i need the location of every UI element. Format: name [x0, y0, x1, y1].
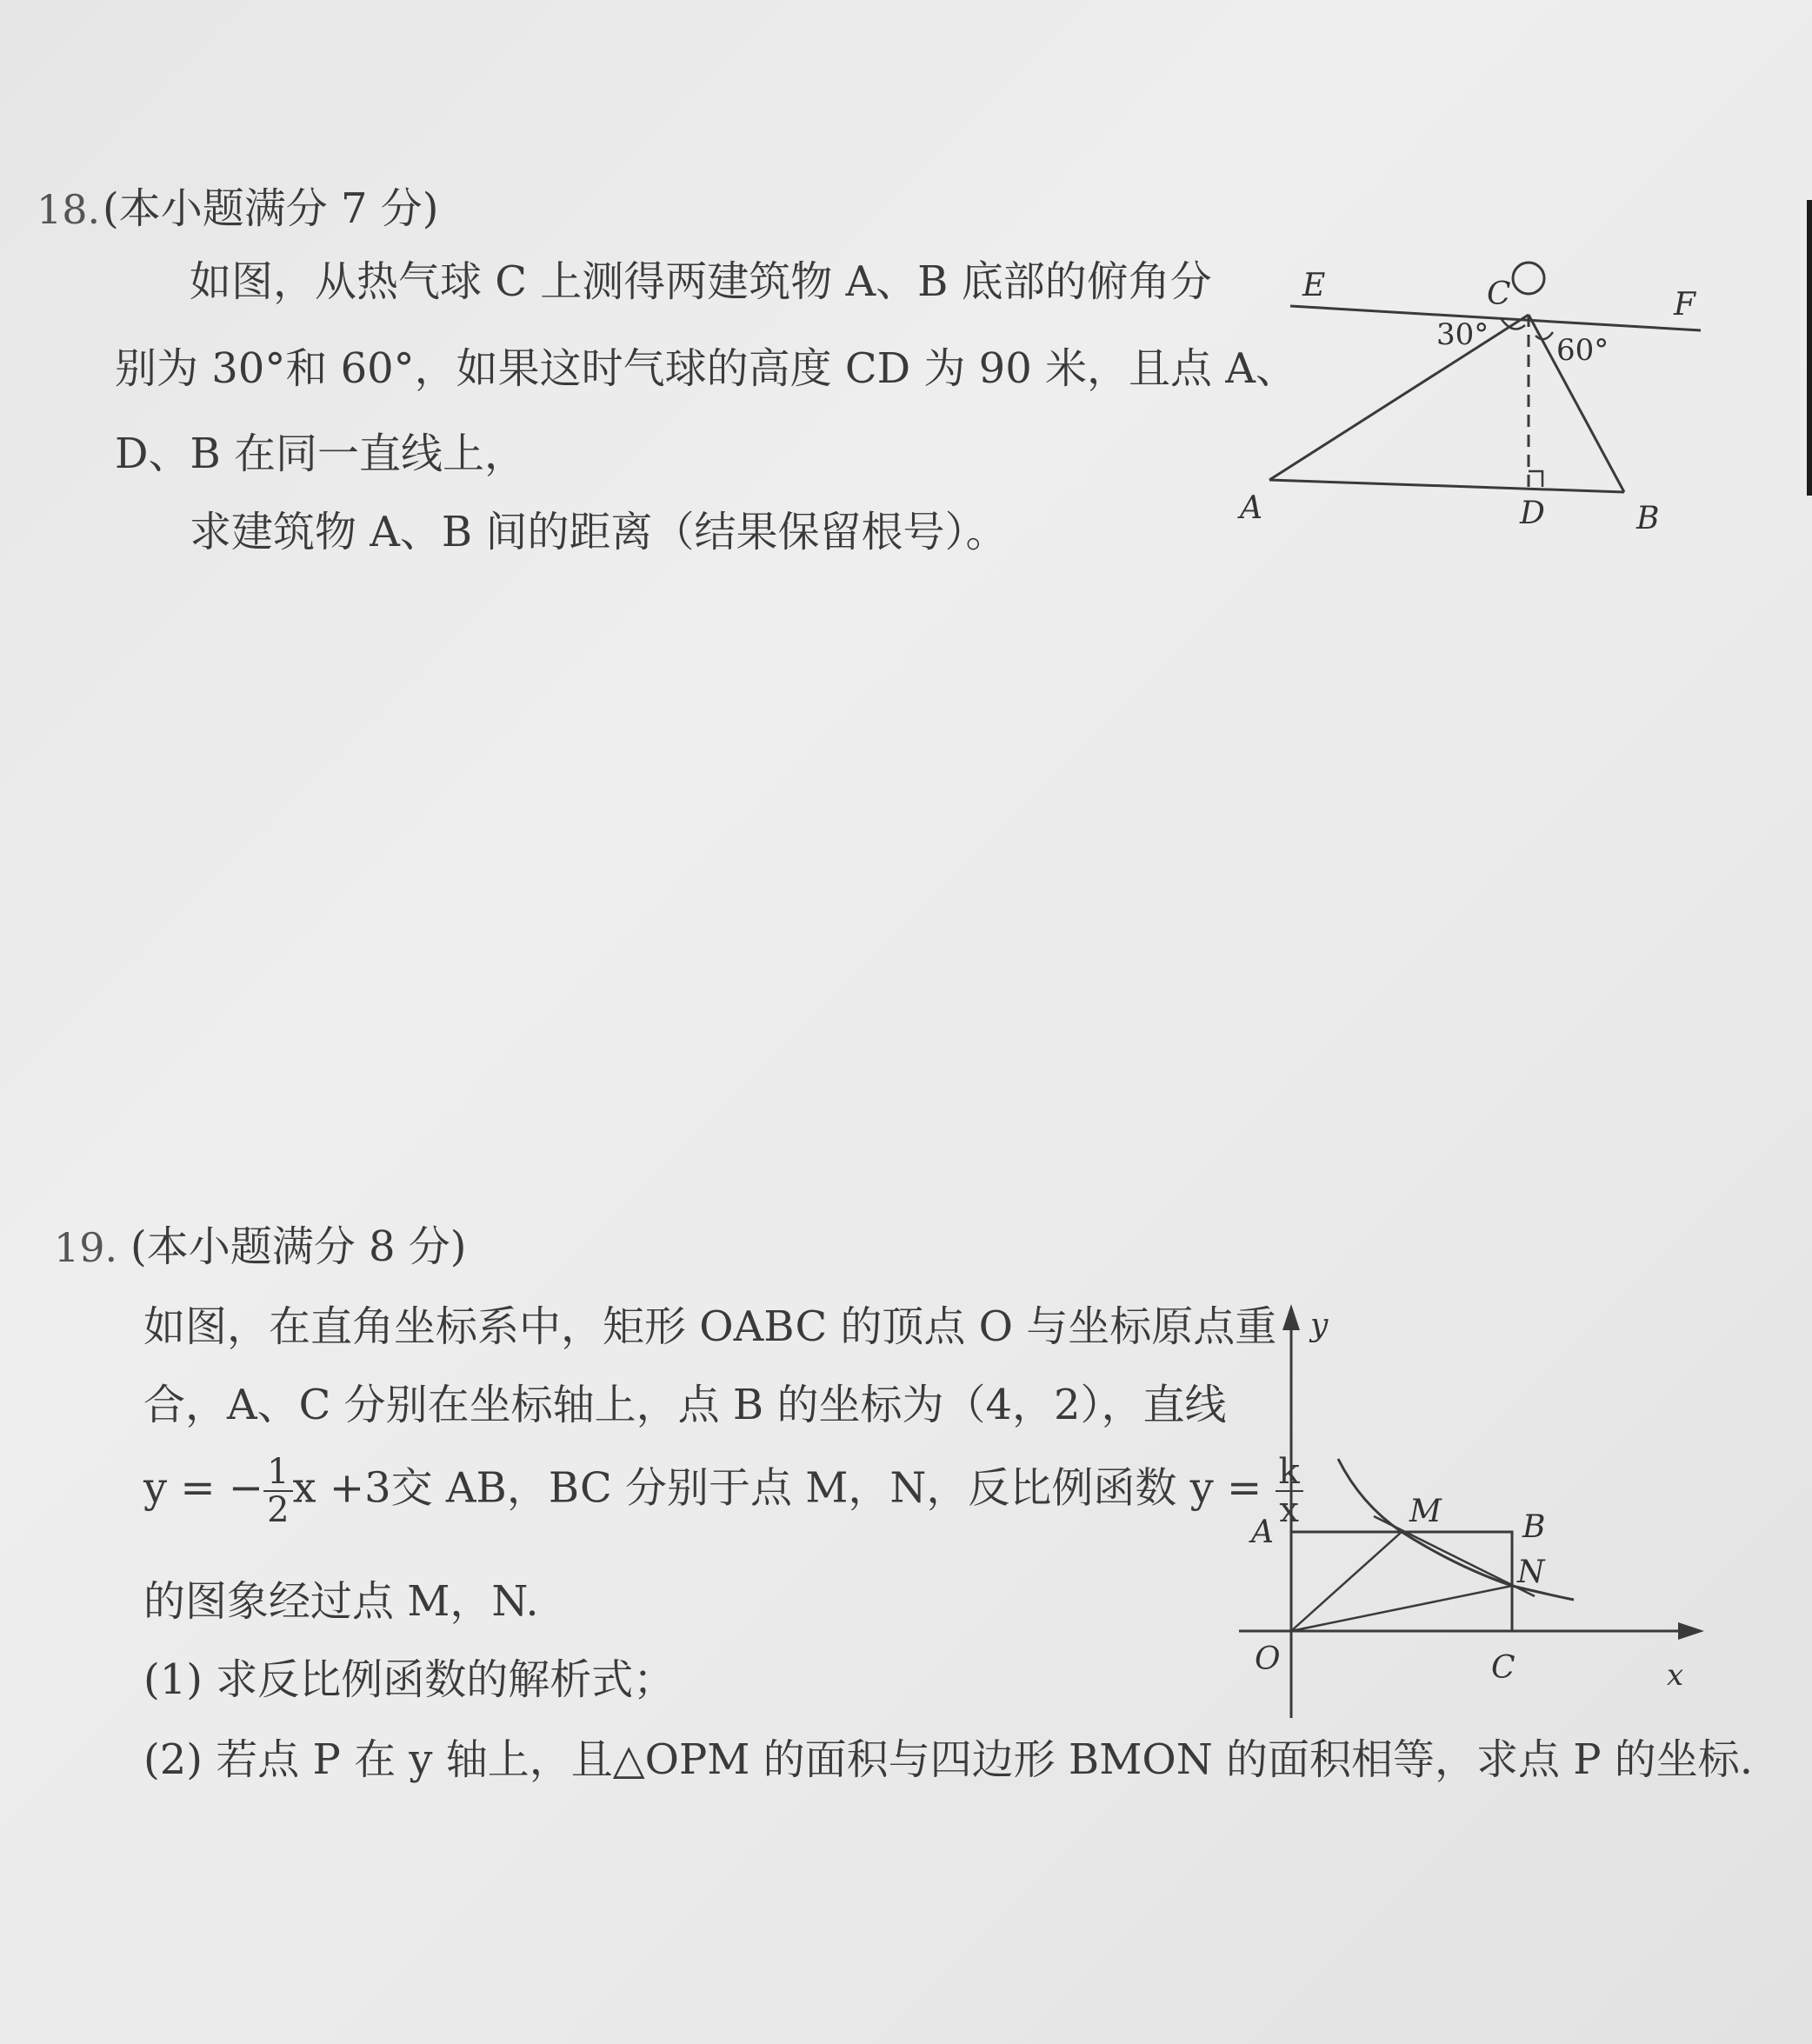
label-y: y	[1310, 1308, 1329, 1343]
label-E: E	[1302, 268, 1326, 303]
q18-text-line3: D、B 在同一直线上，	[115, 429, 527, 478]
label-D: D	[1520, 496, 1545, 531]
label-x: x	[1667, 1658, 1684, 1693]
label-B: B	[1522, 1509, 1546, 1545]
line-equation-suffix: x +3交 AB，BC 分别于点 M，N，反比例函数 y =	[292, 1463, 1262, 1513]
q18-text-line2: 别为 30°和 60°，如果这时气球的高度 CD 为 90 米，且点 A、	[115, 344, 1297, 393]
angle-label-60: 60°	[1556, 333, 1609, 368]
q19-header: (本小题满分 8 分)	[130, 1222, 467, 1271]
line-MN	[1374, 1516, 1535, 1596]
q18-text-line1: 如图，从热气球 C 上测得两建筑物 A、B 底部的俯角分	[190, 257, 1212, 306]
q19-figure	[1230, 1295, 1717, 1730]
balloon-icon	[1513, 263, 1544, 294]
q19-text-line1: 如图，在直角坐标系中，矩形 OABC 的顶点 O 与坐标原点重	[143, 1302, 1277, 1351]
label-A: A	[1240, 490, 1262, 526]
q19-text-line2: 合，A、C 分别在坐标轴上，点 B 的坐标为（4，2），直线	[143, 1381, 1227, 1429]
fraction-one-half: $\frac{1}{2}$	[263, 1454, 292, 1528]
label-O: O	[1255, 1641, 1281, 1677]
segment-ON	[1291, 1586, 1512, 1631]
q18-text-line4: 求建筑物 A、B 间的距离（结果保留根号）。	[190, 508, 1008, 556]
y-axis-arrow-icon	[1282, 1304, 1300, 1330]
q19-text-line4: 的图象经过点 M，N.	[143, 1577, 539, 1626]
right-angle-mark	[1529, 471, 1542, 487]
rectangle-OABC	[1291, 1532, 1512, 1631]
label-F: F	[1674, 287, 1695, 323]
q19-text-line3	[143, 1454, 1303, 1528]
q19-number: 19.	[54, 1224, 118, 1271]
line-CA	[1269, 315, 1529, 480]
line-equation-prefix: y = −	[143, 1463, 264, 1513]
label-A: A	[1251, 1515, 1274, 1550]
fraction-k-over-x: $\frac{k}{x}$	[1276, 1454, 1303, 1528]
label-C: C	[1491, 1650, 1516, 1686]
q19-part1: (1) 求反比例函数的解析式；	[143, 1655, 676, 1704]
label-B: B	[1636, 501, 1660, 536]
segment-OM	[1291, 1532, 1402, 1631]
label-N: N	[1517, 1555, 1545, 1590]
q18-header: (本小题满分 7 分)	[103, 184, 439, 233]
label-M: M	[1409, 1494, 1442, 1529]
q18-figure	[1235, 252, 1722, 548]
q19-part2: (2) 若点 P 在 y 轴上，且△OPM 的面积与四边形 BMON 的面积相等，求点 P 的坐标.	[143, 1735, 1754, 1784]
label-C: C	[1487, 276, 1511, 312]
line-AB	[1269, 480, 1624, 492]
x-axis-arrow-icon	[1678, 1622, 1704, 1640]
paper-edge	[1807, 200, 1812, 496]
q18-number: 18.	[37, 186, 101, 233]
angle-label-30: 30°	[1436, 317, 1489, 352]
